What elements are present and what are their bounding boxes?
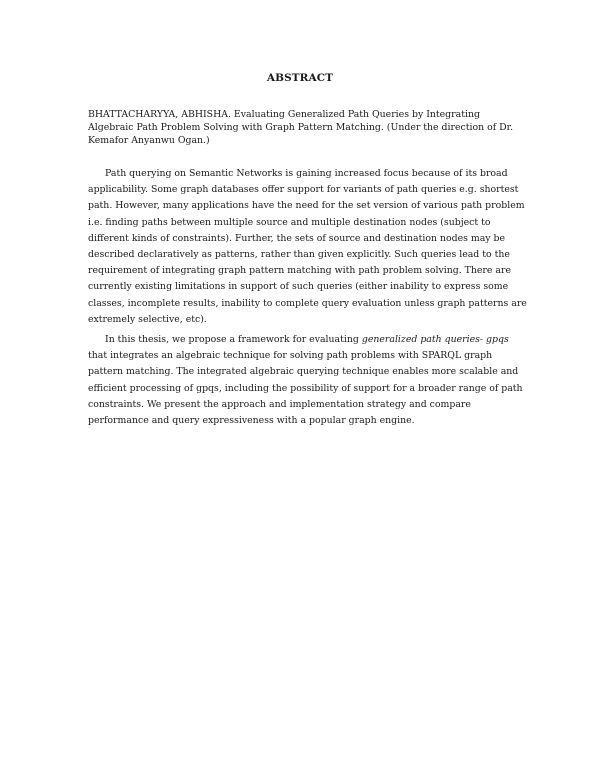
thesis-citation: BHATTACHARYYA, ABHISHA. Evaluating Generalized Path Queries by Integrating Algebraic Path Problem Solving with Graph Pattern Matching. (Under the direction of Dr. Kemafor Anyanwu Ogan.) — [88, 109, 514, 146]
paragraph-2-rest: that integrates an algebraic technique for solving path problems with SPARQL graph pattern matching. The integrated algebraic querying technique enables more scalable and efficient processing of gpqs, including the possibility of support for a broader range of path constraints. We present the approach and implementation strategy and compare performance and query expressiveness with a popular graph engine. — [88, 350, 523, 427]
page-title: ABSTRACT — [266, 72, 334, 84]
abstract-paragraph-1: Path querying on Semantic Networks is gaining increased focus because of its broad applicability. Some graph databases offer support for variants of path queries e.g. shortest path. However, many applications have the need for the set version of various path problem i.e. finding paths between multiple source and multiple destination nodes (subject to different kinds of constraints). Further, the sets of source and destination nodes may be described declaratively as patterns, rather than given explicitly. Such queries lead to the requirement of integrating graph pattern matching with path problem solving. There are currently existing limitations in support of such queries (either inability to express some classes, incomplete results, inability to complete query evaluation unless graph patterns are extremely selective, etc). — [88, 168, 527, 325]
abstract-paragraph-2 — [88, 332, 528, 429]
gpq-term: generalized path queries- gpqs — [361, 334, 509, 346]
abstract-body — [88, 108, 528, 429]
paragraph-2-intro: In this thesis, we propose a framework for evaluating — [105, 334, 362, 346]
